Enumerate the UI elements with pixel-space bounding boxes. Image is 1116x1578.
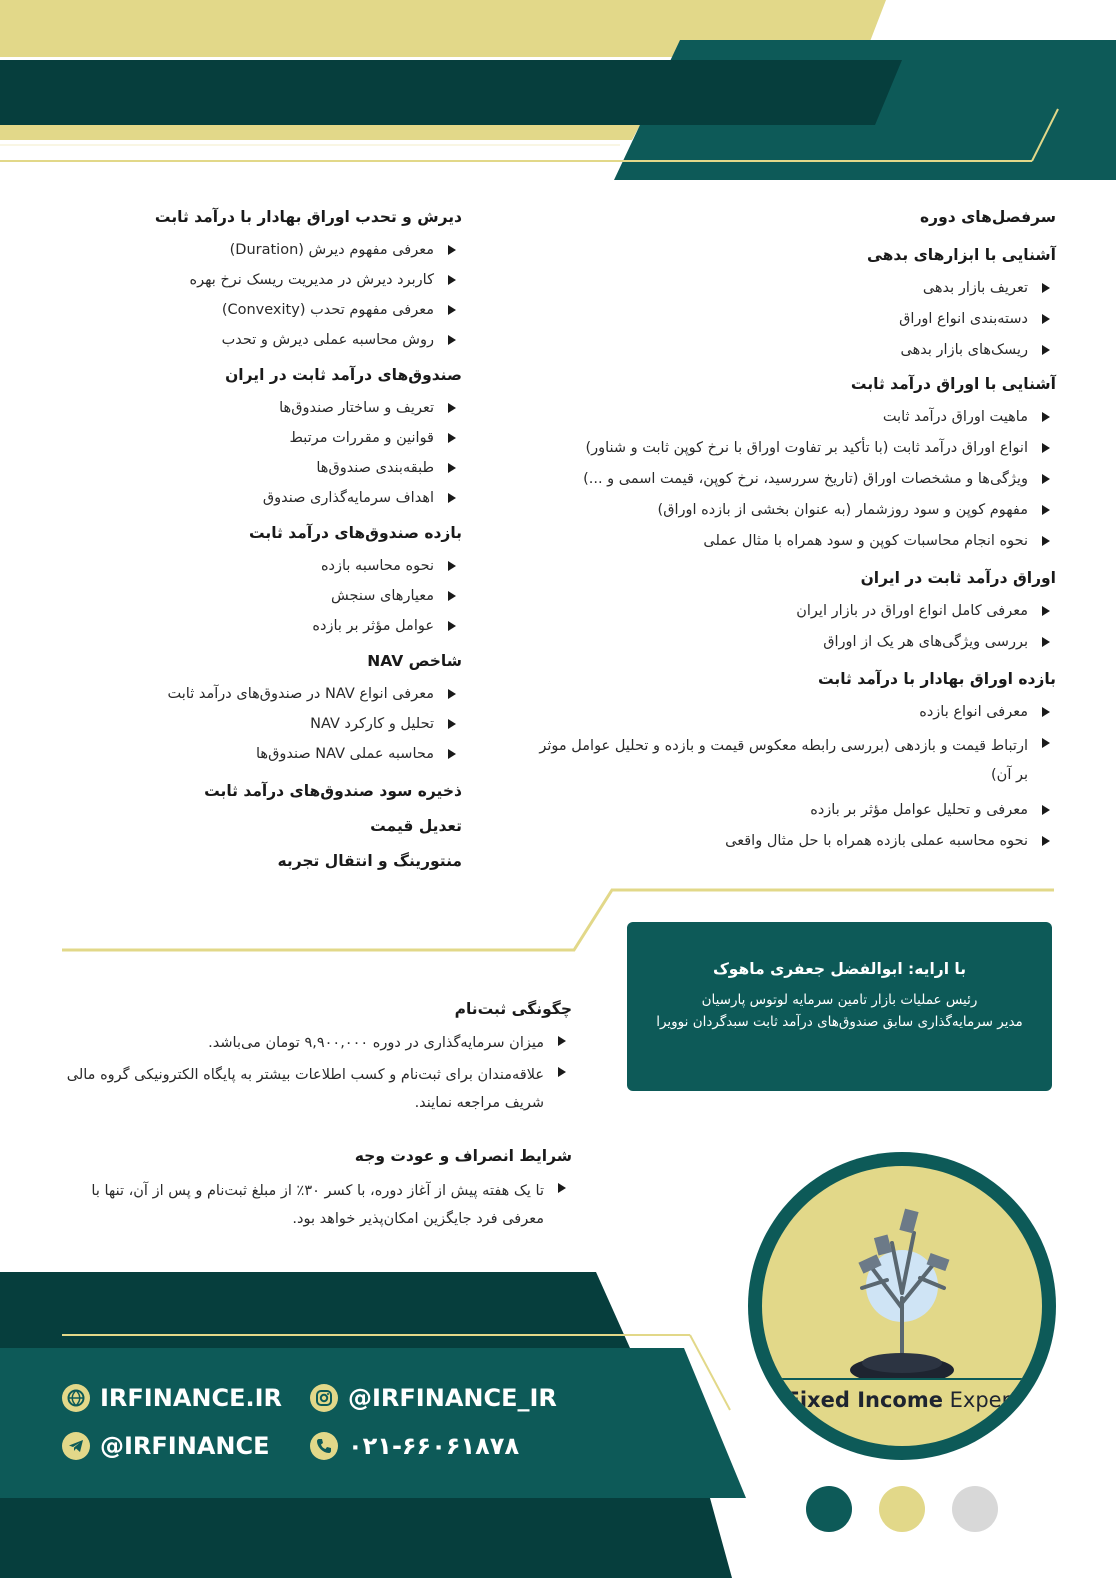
list-item: معرفی کامل انواع اوراق در بازار ایران [536, 600, 1056, 622]
refund-title: شرایط انصراف و عودت وجه [354, 1147, 572, 1165]
presenter-role: رئیس عملیات بازار تامین سرمایه لوتوس پارسیان [701, 992, 978, 1008]
instagram-link[interactable] [310, 1384, 557, 1412]
list-item: معرفی و تحلیل عوامل مؤثر بر بازده [536, 799, 1056, 821]
list-item: ارتباط قیمت و بازدهی (بررسی رابطه معکوس قیمت و بازده و تحلیل عوامل موثر بر آن) [536, 732, 1056, 790]
list-item: مفهوم کوپن و سود روزشمار (به عنوان بخشی از بازده اوراق) [536, 499, 1056, 521]
registration-section [52, 998, 572, 1117]
dot-teal [806, 1486, 852, 1532]
list-item: معرفی مفهوم دیرش (Duration) [42, 239, 462, 261]
section-title: تعدیل قیمت [370, 817, 462, 835]
syllabus-column-left [42, 206, 462, 872]
logo-badge [748, 1152, 1056, 1460]
list-item: انواع اوراق درآمد ثابت (با تأکید بر تفاوت اوراق با نرخ کوپن ثابت و شناور) [536, 437, 1056, 459]
telegram-link[interactable] [62, 1432, 270, 1460]
section-title: شاخص NAV [367, 652, 462, 670]
list-item: عوامل مؤثر بر بازده [42, 615, 462, 637]
list-item: معرفی مفهوم تحدب (Convexity) [42, 299, 462, 321]
list-item: اهداف سرمایه‌گذاری صندوق [42, 487, 462, 509]
list-item: قوانین و مقررات مرتبط [42, 427, 462, 449]
website-link[interactable] [62, 1384, 282, 1412]
syllabus-title: سرفصل‌های دوره [920, 208, 1056, 226]
section-title: اوراق درآمد ثابت در ایران [860, 569, 1056, 587]
section-title: دیرش و تحدب اوراق بهادار با درآمد ثابت [154, 208, 462, 226]
section-title: آشنایی با اوراق درآمد ثابت [850, 375, 1056, 393]
phone-link[interactable] [310, 1432, 519, 1460]
list-item: ریسک‌های بازار بدهی [536, 339, 1056, 361]
section-title: بازده صندوق‌های درآمد ثابت [249, 524, 462, 542]
instagram-text: @IRFINANCE_IR [348, 1384, 557, 1412]
list-item: نحوه انجام محاسبات کوپن و سود همراه با مثال عملی [536, 530, 1056, 552]
telegram-text: @IRFINANCE [100, 1432, 270, 1460]
presenter-role: مدیر سرمایه‌گذاری سابق صندوق‌های درآمد ثابت سبدگردان نوویرا [656, 1014, 1023, 1030]
dot-yellow [879, 1486, 925, 1532]
presenter-name: با ارایه: ابوالفضل جعفری ماهوک [712, 960, 967, 978]
list-item: بررسی ویژگی‌های هر یک از اوراق [536, 631, 1056, 653]
list-item: تحلیل و کارکرد NAV [42, 713, 462, 735]
list-item: معرفی انواع بازده [536, 701, 1056, 723]
list-item: محاسبه عملی NAV صندوق‌ها [42, 743, 462, 765]
list-item: نحوه محاسبه عملی بازده همراه با حل مثال واقعی [536, 830, 1056, 852]
money-tree-icon [832, 1188, 972, 1378]
registration-title: چگونگی ثبت‌نام [454, 1000, 572, 1018]
list-item: روش محاسبه عملی دیرش و تحدب [42, 329, 462, 351]
section-title: صندوق‌های درآمد ثابت در ایران [225, 366, 462, 384]
list-item: تعریف بازار بدهی [536, 277, 1056, 299]
telegram-icon [62, 1432, 90, 1460]
refund-section [52, 1145, 572, 1233]
dot-grey [952, 1486, 998, 1532]
list-item: نحوه محاسبه بازده [42, 555, 462, 577]
instagram-icon [310, 1384, 338, 1412]
section-title: ذخیره سود صندوق‌های درآمد ثابت [204, 782, 462, 800]
logo-text: Fixed Income Expert [762, 1378, 1042, 1420]
list-item: کاربرد دیرش در مدیریت ریسک نرخ بهره [42, 269, 462, 291]
globe-icon [62, 1384, 90, 1412]
presenter-box [627, 922, 1052, 1091]
list-item: ماهیت اوراق درآمد ثابت [536, 406, 1056, 428]
list-item: علاقه‌مندان برای ثبت‌نام و کسب اطلاعات بیشتر به پایگاه الکترونیکی گروه مالی شریف مراجعه نمایند. [52, 1061, 572, 1117]
phone-text: ۰۲۱-۶۶۰۶۱۸۷۸ [348, 1432, 520, 1460]
phone-icon [310, 1432, 338, 1460]
list-item: معیارهای سنجش [42, 585, 462, 607]
list-item: تعریف و ساختار صندوق‌ها [42, 397, 462, 419]
list-item: میزان سرمایه‌گذاری در دوره ۹,۹۰۰,۰۰۰ تومان می‌باشد. [52, 1030, 572, 1056]
list-item: ویژگی‌ها و مشخصات اوراق (تاریخ سررسید، نرخ کوپن، قیمت اسمی و ...) [536, 468, 1056, 490]
syllabus-column-right [536, 206, 1056, 852]
website-text: IRFINANCE.IR [100, 1384, 283, 1412]
section-title: بازده اوراق بهادار با درآمد ثابت [817, 670, 1056, 688]
list-item: طبقه‌بندی صندوق‌ها [42, 457, 462, 479]
list-item: تا یک هفته پیش از آغاز دوره، با کسر ۳۰٪ از مبلغ ثبت‌نام و پس از آن، تنها با معرفی فرد جایگزین امکان‌پذیر خواهد بود. [52, 1177, 572, 1233]
section-title: منتورینگ و انتقال تجربه [277, 852, 462, 870]
list-item: معرفی انواع NAV در صندوق‌های درآمد ثابت [42, 683, 462, 705]
list-item: دسته‌بندی انواع اوراق [536, 308, 1056, 330]
section-title: آشنایی با ابزارهای بدهی [866, 246, 1056, 264]
